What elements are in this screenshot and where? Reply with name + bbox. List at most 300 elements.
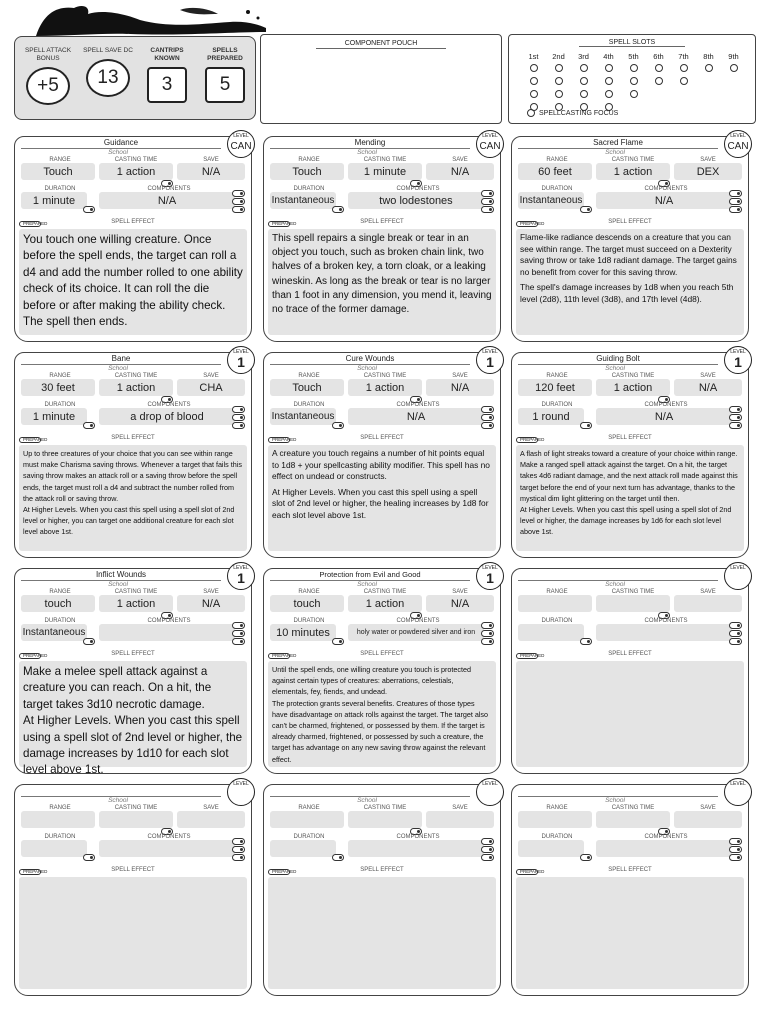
components-field[interactable]: [596, 624, 732, 641]
spell-card: [263, 133, 501, 342]
range-field[interactable]: 120 feet: [518, 379, 592, 396]
spell-level-badge[interactable]: [227, 778, 255, 806]
duration-label: DURATION: [44, 834, 76, 840]
spell-effect-text-2: At Higher Levels. When you cast this spell using a spell slot of 2nd level or higher, the damage increases by 1d6 for each slot level above 1st.: [520, 505, 732, 537]
spell-card: [14, 349, 252, 558]
concentration-toggle[interactable]: [332, 854, 344, 861]
slot-level-label: 1st: [528, 52, 539, 61]
spell-level-badge[interactable]: [227, 346, 255, 374]
concentration-toggle[interactable]: [83, 422, 95, 429]
spell-card: [511, 781, 749, 996]
slot-column: [571, 52, 596, 116]
somatic-toggle[interactable]: [481, 630, 494, 637]
slot-level-label: 8th: [703, 52, 714, 61]
duration-field[interactable]: Instantaneous: [270, 192, 336, 209]
spellcasting-stats: [14, 36, 256, 120]
duration-field[interactable]: Instantaneous: [21, 624, 87, 641]
verbal-toggle[interactable]: [232, 190, 245, 197]
component-type-toggles: [729, 190, 742, 214]
spell-level-badge[interactable]: [476, 778, 504, 806]
somatic-toggle[interactable]: [481, 846, 494, 853]
slot-checkbox[interactable]: [580, 90, 588, 98]
spell-name[interactable]: Sacred Flame: [518, 137, 718, 149]
spell-attack-bonus-label: SPELL ATTACK BONUS: [24, 47, 72, 62]
slot-checkbox[interactable]: [605, 90, 613, 98]
spell-save-dc-label: SPELL SAVE DC: [83, 47, 133, 54]
duration-field[interactable]: [518, 840, 584, 857]
somatic-toggle[interactable]: [481, 414, 494, 421]
components-label: COMPONENTS: [644, 402, 688, 408]
slot-checkbox[interactable]: [555, 64, 563, 72]
components-field[interactable]: N/A: [596, 408, 732, 425]
duration-label: DURATION: [541, 402, 573, 408]
material-toggle[interactable]: [481, 854, 494, 861]
spell-card: [263, 565, 501, 774]
save-field[interactable]: [674, 595, 742, 612]
prepared-label: PREPARED: [516, 221, 538, 227]
duration-label: DURATION: [541, 834, 573, 840]
spell-effect[interactable]: [19, 661, 247, 777]
casting-time-label: CASTING TIME: [114, 157, 158, 163]
spell-name[interactable]: Guidance: [21, 137, 221, 149]
verbal-toggle[interactable]: [481, 838, 494, 845]
range-label: RANGE: [546, 157, 568, 163]
slot-checkbox[interactable]: [530, 90, 538, 98]
spell-save-dc-field[interactable]: [86, 59, 130, 97]
component-type-toggles: [481, 622, 494, 646]
spell-effect-label: SPELL EFFECT: [608, 435, 652, 441]
level-label: LEVEL: [233, 565, 249, 571]
verbal-toggle[interactable]: [481, 622, 494, 629]
casting-time-label: CASTING TIME: [114, 805, 158, 811]
slot-checkbox[interactable]: [605, 77, 613, 85]
spell-effect-label: SPELL EFFECT: [608, 219, 652, 225]
spell-level-badge[interactable]: [724, 346, 752, 374]
spell-level-badge[interactable]: [724, 130, 752, 158]
spell-save-dc-value: 13: [97, 67, 119, 88]
spell-slots: [508, 34, 756, 124]
duration-field[interactable]: [518, 624, 584, 641]
spell-name[interactable]: [21, 785, 221, 797]
components-label: COMPONENTS: [396, 402, 440, 408]
spells-prepared-field[interactable]: [205, 67, 245, 103]
spell-card: [511, 565, 749, 774]
spell-level-badge[interactable]: [227, 562, 255, 590]
range-field[interactable]: 60 feet: [518, 163, 592, 180]
verbal-toggle[interactable]: [232, 406, 245, 413]
components-field[interactable]: N/A: [348, 408, 484, 425]
spell-name[interactable]: Inflict Wounds: [21, 569, 221, 581]
material-toggle[interactable]: [481, 638, 494, 645]
concentration-toggle[interactable]: [580, 638, 592, 645]
spell-effect-label: SPELL EFFECT: [111, 651, 155, 657]
prepared-label: PREPARED: [268, 869, 290, 875]
spell-name[interactable]: [518, 569, 718, 581]
somatic-toggle[interactable]: [729, 414, 742, 421]
school-label: School: [357, 365, 377, 372]
save-field[interactable]: DEX: [674, 163, 742, 180]
spell-effect-text: Up to three creatures of your choice that you can see within range must make Charisma saving throws. Whenever a target that fails this saving throw makes an attack roll or a saving throw before the spell ends, the target must roll a d4 and subtract the number rolled from the attack roll or saving throw.: [23, 449, 242, 503]
somatic-toggle[interactable]: [232, 630, 245, 637]
concentration-toggle[interactable]: [332, 422, 344, 429]
verbal-toggle[interactable]: [481, 406, 494, 413]
concentration-toggle[interactable]: [580, 422, 592, 429]
duration-field[interactable]: [270, 840, 336, 857]
spell-level-badge[interactable]: [724, 562, 752, 590]
spell-name[interactable]: Guiding Bolt: [518, 353, 718, 365]
components-field[interactable]: holy water or powdered silver and iron: [348, 624, 484, 641]
slot-checkbox[interactable]: [630, 64, 638, 72]
spell-effect-text: A creature you touch regains a number of hit points equal to 1d8 + your spellcasting ability modifier. This spell has no effect on undead or constructs.: [272, 448, 490, 482]
spell-level-badge[interactable]: [476, 130, 504, 158]
casting-time-field[interactable]: 1 action: [348, 379, 422, 396]
slot-checkbox[interactable]: [580, 77, 588, 85]
slot-column: [546, 52, 571, 116]
spell-name[interactable]: [270, 785, 470, 797]
duration-field[interactable]: Instantaneous: [518, 192, 584, 209]
level-label: LEVEL: [233, 781, 249, 787]
slot-checkbox[interactable]: [630, 77, 638, 85]
spell-effect-label: SPELL EFFECT: [360, 435, 404, 441]
material-toggle[interactable]: [481, 422, 494, 429]
school-label: School: [108, 365, 128, 372]
save-field[interactable]: N/A: [177, 595, 245, 612]
components-field[interactable]: [596, 840, 732, 857]
slot-column: [671, 52, 696, 116]
spell-name[interactable]: [518, 785, 718, 797]
spell-effect[interactable]: [268, 661, 496, 767]
spell-effect-text: A flash of light streaks toward a creature of your choice within range. Make a ranged spell attack against the target. On a hit, the target takes 4d6 radiant damage, and the next attack roll made against this target before the end of your next turn has advantage, thanks to the mystical dim light glittering on the target until then.: [520, 449, 738, 503]
save-label: SAVE: [700, 805, 716, 811]
slot-checkbox[interactable]: [705, 64, 713, 72]
component-type-toggles: [481, 406, 494, 430]
prepared-checkbox[interactable]: [19, 653, 48, 659]
range-field[interactable]: [518, 595, 592, 612]
components-label: COMPONENTS: [396, 186, 440, 192]
somatic-toggle[interactable]: [729, 846, 742, 853]
components-field[interactable]: a drop of blood: [99, 408, 235, 425]
spell-effect[interactable]: [268, 877, 496, 989]
save-label: SAVE: [700, 157, 716, 163]
concentration-toggle[interactable]: [580, 206, 592, 213]
component-type-toggles: [232, 622, 245, 646]
spell-effect-text-2: The spell's damage increases by 1d8 when you reach 5th level (2d8), 11th level (3d8), and 17th level (4d8).: [520, 282, 734, 304]
material-toggle[interactable]: [232, 206, 245, 213]
save-field[interactable]: [674, 811, 742, 828]
casting-time-field[interactable]: [596, 595, 670, 612]
range-label: RANGE: [298, 157, 320, 163]
component-type-toggles: [729, 406, 742, 430]
school-label: School: [108, 149, 128, 156]
spell-effect[interactable]: [19, 877, 247, 989]
spell-effect-label: SPELL EFFECT: [111, 867, 155, 873]
casting-time-field[interactable]: 1 action: [99, 595, 173, 612]
spell-effect[interactable]: [268, 445, 496, 551]
save-field[interactable]: N/A: [177, 163, 245, 180]
level-label: LEVEL: [233, 133, 249, 139]
spell-effect-text: You touch one willing creature. Once before the spell ends, the target can roll a d4 and add the number rolled to one ability check of its choice. It can roll the die before or after making the ability check. The spell then ends.: [23, 233, 243, 329]
range-label: RANGE: [298, 373, 320, 379]
material-toggle[interactable]: [729, 206, 742, 213]
school-label: School: [605, 365, 625, 372]
duration-label: DURATION: [293, 618, 325, 624]
slot-checkbox[interactable]: [605, 64, 613, 72]
component-type-toggles: [232, 406, 245, 430]
level-label: LEVEL: [730, 781, 746, 787]
range-field[interactable]: Touch: [21, 163, 95, 180]
spell-effect[interactable]: [19, 445, 247, 551]
verbal-toggle[interactable]: [481, 190, 494, 197]
spell-name[interactable]: Bane: [21, 353, 221, 365]
duration-label: DURATION: [541, 186, 573, 192]
range-label: RANGE: [546, 589, 568, 595]
spell-attack-bonus-field[interactable]: [26, 67, 70, 105]
somatic-toggle[interactable]: [729, 198, 742, 205]
prepared-checkbox[interactable]: [268, 221, 297, 227]
range-label: RANGE: [546, 373, 568, 379]
prepared-checkbox[interactable]: [19, 437, 48, 443]
range-label: RANGE: [298, 805, 320, 811]
prepared-checkbox[interactable]: [516, 221, 545, 227]
slot-level-label: 9th: [728, 52, 739, 61]
slot-checkbox[interactable]: [555, 90, 563, 98]
slot-checkbox[interactable]: [530, 64, 538, 72]
spell-effect[interactable]: [516, 445, 744, 551]
components-label: COMPONENTS: [147, 834, 191, 840]
range-label: RANGE: [49, 157, 71, 163]
level-label: LEVEL: [233, 349, 249, 355]
slot-level-label: 6th: [653, 52, 664, 61]
prepared-label: PREPARED: [19, 653, 41, 659]
school-label: School: [357, 149, 377, 156]
concentration-toggle[interactable]: [332, 206, 344, 213]
spell-effect[interactable]: [516, 877, 744, 989]
spellcasting-focus-checkbox[interactable]: [527, 109, 535, 117]
save-label: SAVE: [452, 157, 468, 163]
concentration-toggle[interactable]: [332, 638, 344, 645]
range-field[interactable]: [518, 811, 592, 828]
components-field[interactable]: N/A: [99, 192, 235, 209]
save-label: SAVE: [452, 805, 468, 811]
slot-column: [596, 52, 621, 116]
concentration-toggle[interactable]: [83, 206, 95, 213]
range-field[interactable]: [21, 811, 95, 828]
spell-effect-text: This spell repairs a single break or tear in an object you touch, such as broken chain link, two halves of a broken key, a torn cloak, or a leaking wineskin. As long as the break or tear is no larger than 1 foot in any dimension, you mend it, leaving no trace of the former damage.: [272, 233, 492, 316]
spell-level-badge[interactable]: [476, 562, 504, 590]
spell-name[interactable]: Cure Wounds: [270, 353, 470, 365]
duration-field[interactable]: [21, 840, 87, 857]
components-field[interactable]: two lodestones: [348, 192, 484, 209]
spell-level-badge[interactable]: [724, 778, 752, 806]
casting-time-label: CASTING TIME: [114, 589, 158, 595]
save-field[interactable]: N/A: [674, 379, 742, 396]
level-label: LEVEL: [730, 133, 746, 139]
spell-level: 1: [486, 570, 494, 586]
level-label: LEVEL: [482, 133, 498, 139]
level-label: LEVEL: [730, 349, 746, 355]
prepared-label: PREPARED: [19, 221, 41, 227]
components-field[interactable]: N/A: [596, 192, 732, 209]
prepared-checkbox[interactable]: [19, 869, 48, 875]
slot-checkbox[interactable]: [680, 77, 688, 85]
spell-level-badge[interactable]: [476, 346, 504, 374]
verbal-toggle[interactable]: [729, 622, 742, 629]
save-field[interactable]: [426, 811, 494, 828]
components-label: COMPONENTS: [644, 618, 688, 624]
save-label: SAVE: [452, 373, 468, 379]
slot-checkbox[interactable]: [530, 77, 538, 85]
spell-attack-bonus: [23, 47, 73, 105]
prepared-label: PREPARED: [516, 653, 538, 659]
spell-effect-text-2: At Higher Levels. When you cast this spell using a spell slot of 2nd level or higher, the damage increases by 1d10 for each slot level above 1st.: [23, 714, 243, 777]
save-field[interactable]: N/A: [426, 379, 494, 396]
school-label: School: [605, 149, 625, 156]
school-label: School: [357, 797, 377, 804]
components-field[interactable]: [99, 624, 235, 641]
school-label: School: [605, 581, 625, 588]
prepared-checkbox[interactable]: [268, 653, 297, 659]
casting-time-label: CASTING TIME: [363, 589, 407, 595]
components-label: COMPONENTS: [396, 618, 440, 624]
slot-checkbox[interactable]: [655, 64, 663, 72]
slot-checkbox[interactable]: [730, 64, 738, 72]
verbal-toggle[interactable]: [729, 406, 742, 413]
range-field[interactable]: Touch: [270, 379, 344, 396]
prepared-checkbox[interactable]: [516, 653, 545, 659]
casting-time-field[interactable]: [99, 811, 173, 828]
components-field[interactable]: [99, 840, 235, 857]
material-toggle[interactable]: [481, 206, 494, 213]
casting-time-field[interactable]: 1 action: [99, 379, 173, 396]
concentration-toggle[interactable]: [580, 854, 592, 861]
slot-checkbox[interactable]: [630, 90, 638, 98]
concentration-toggle[interactable]: [83, 854, 95, 861]
casting-time-field[interactable]: 1 action: [348, 595, 422, 612]
save-field[interactable]: N/A: [426, 595, 494, 612]
range-field[interactable]: touch: [21, 595, 95, 612]
spell-effect[interactable]: [268, 229, 496, 335]
spell-level-badge[interactable]: [227, 130, 255, 158]
slot-level-label: 7th: [678, 52, 689, 61]
somatic-toggle[interactable]: [232, 414, 245, 421]
prepared-label: PREPARED: [19, 437, 41, 443]
material-toggle[interactable]: [232, 422, 245, 429]
spell-name[interactable]: Protection from Evil and Good: [270, 569, 470, 581]
duration-field[interactable]: 1 minute: [21, 192, 87, 209]
spell-effect-label: SPELL EFFECT: [111, 219, 155, 225]
spell-level: 1: [237, 570, 245, 586]
spell-card: [511, 349, 749, 558]
slot-column: [621, 52, 646, 116]
component-type-toggles: [729, 622, 742, 646]
duration-field[interactable]: 1 round: [518, 408, 584, 425]
prepared-checkbox[interactable]: [19, 221, 48, 227]
duration-field[interactable]: 10 minutes: [270, 624, 336, 641]
material-toggle[interactable]: [729, 638, 742, 645]
component-type-toggles: [232, 190, 245, 214]
slot-checkbox[interactable]: [555, 77, 563, 85]
range-field[interactable]: 30 feet: [21, 379, 95, 396]
components-label: COMPONENTS: [147, 402, 191, 408]
casting-time-field[interactable]: 1 minute: [348, 163, 422, 180]
spell-effect[interactable]: [516, 661, 744, 767]
duration-field[interactable]: Instantaneous: [270, 408, 336, 425]
spell-level: CAN: [479, 141, 501, 152]
spell-effect-text-2: At Higher Levels. When you cast this spell using a spell slot of 2nd level or higher, you can target one additional creature for each slot level above 1st.: [23, 505, 235, 537]
range-field[interactable]: touch: [270, 595, 344, 612]
spell-effect-label: SPELL EFFECT: [360, 651, 404, 657]
duration-field[interactable]: 1 minute: [21, 408, 87, 425]
spell-effect[interactable]: [516, 229, 744, 335]
cantrips-known-field[interactable]: [147, 67, 187, 103]
save-field[interactable]: CHA: [177, 379, 245, 396]
verbal-toggle[interactable]: [232, 622, 245, 629]
prepared-checkbox[interactable]: [516, 869, 545, 875]
level-label: LEVEL: [482, 781, 498, 787]
range-field[interactable]: Touch: [270, 163, 344, 180]
somatic-toggle[interactable]: [232, 198, 245, 205]
concentration-toggle[interactable]: [83, 638, 95, 645]
spell-card: [14, 781, 252, 996]
range-field[interactable]: [270, 811, 344, 828]
spell-name[interactable]: Mending: [270, 137, 470, 149]
somatic-toggle[interactable]: [729, 630, 742, 637]
material-toggle[interactable]: [232, 854, 245, 861]
verbal-toggle[interactable]: [729, 190, 742, 197]
prepared-checkbox[interactable]: [268, 869, 297, 875]
duration-label: DURATION: [293, 834, 325, 840]
range-label: RANGE: [298, 589, 320, 595]
prepared-label: PREPARED: [516, 437, 538, 443]
duration-label: DURATION: [293, 402, 325, 408]
casting-time-field[interactable]: 1 action: [99, 163, 173, 180]
save-field[interactable]: N/A: [426, 163, 494, 180]
material-toggle[interactable]: [232, 638, 245, 645]
component-pouch[interactable]: [260, 34, 502, 124]
prepared-checkbox[interactable]: [268, 437, 297, 443]
spellcasting-focus-label: SPELLCASTING FOCUS: [539, 109, 619, 117]
material-toggle[interactable]: [729, 854, 742, 861]
verbal-toggle[interactable]: [729, 838, 742, 845]
components-field[interactable]: [348, 840, 484, 857]
somatic-toggle[interactable]: [481, 198, 494, 205]
casting-time-field[interactable]: [348, 811, 422, 828]
component-type-toggles: [729, 838, 742, 862]
somatic-toggle[interactable]: [232, 846, 245, 853]
spell-card: [14, 133, 252, 342]
material-toggle[interactable]: [729, 422, 742, 429]
school-label: School: [357, 581, 377, 588]
slot-column: [646, 52, 671, 116]
spell-effect[interactable]: [19, 229, 247, 335]
slot-column: [721, 52, 746, 116]
spell-level: CAN: [727, 141, 749, 152]
component-pouch-label: COMPONENT POUCH: [316, 40, 446, 49]
slot-checkbox[interactable]: [580, 64, 588, 72]
range-label: RANGE: [546, 805, 568, 811]
casting-time-field[interactable]: 1 action: [596, 163, 670, 180]
casting-time-label: CASTING TIME: [363, 157, 407, 163]
cantrips-known-value: 3: [161, 74, 173, 95]
casting-time-field[interactable]: [596, 811, 670, 828]
slot-checkbox[interactable]: [655, 77, 663, 85]
save-field[interactable]: [177, 811, 245, 828]
prepared-checkbox[interactable]: [516, 437, 545, 443]
duration-label: DURATION: [44, 402, 76, 408]
slot-checkbox[interactable]: [680, 64, 688, 72]
casting-time-field[interactable]: 1 action: [596, 379, 670, 396]
verbal-toggle[interactable]: [232, 838, 245, 845]
